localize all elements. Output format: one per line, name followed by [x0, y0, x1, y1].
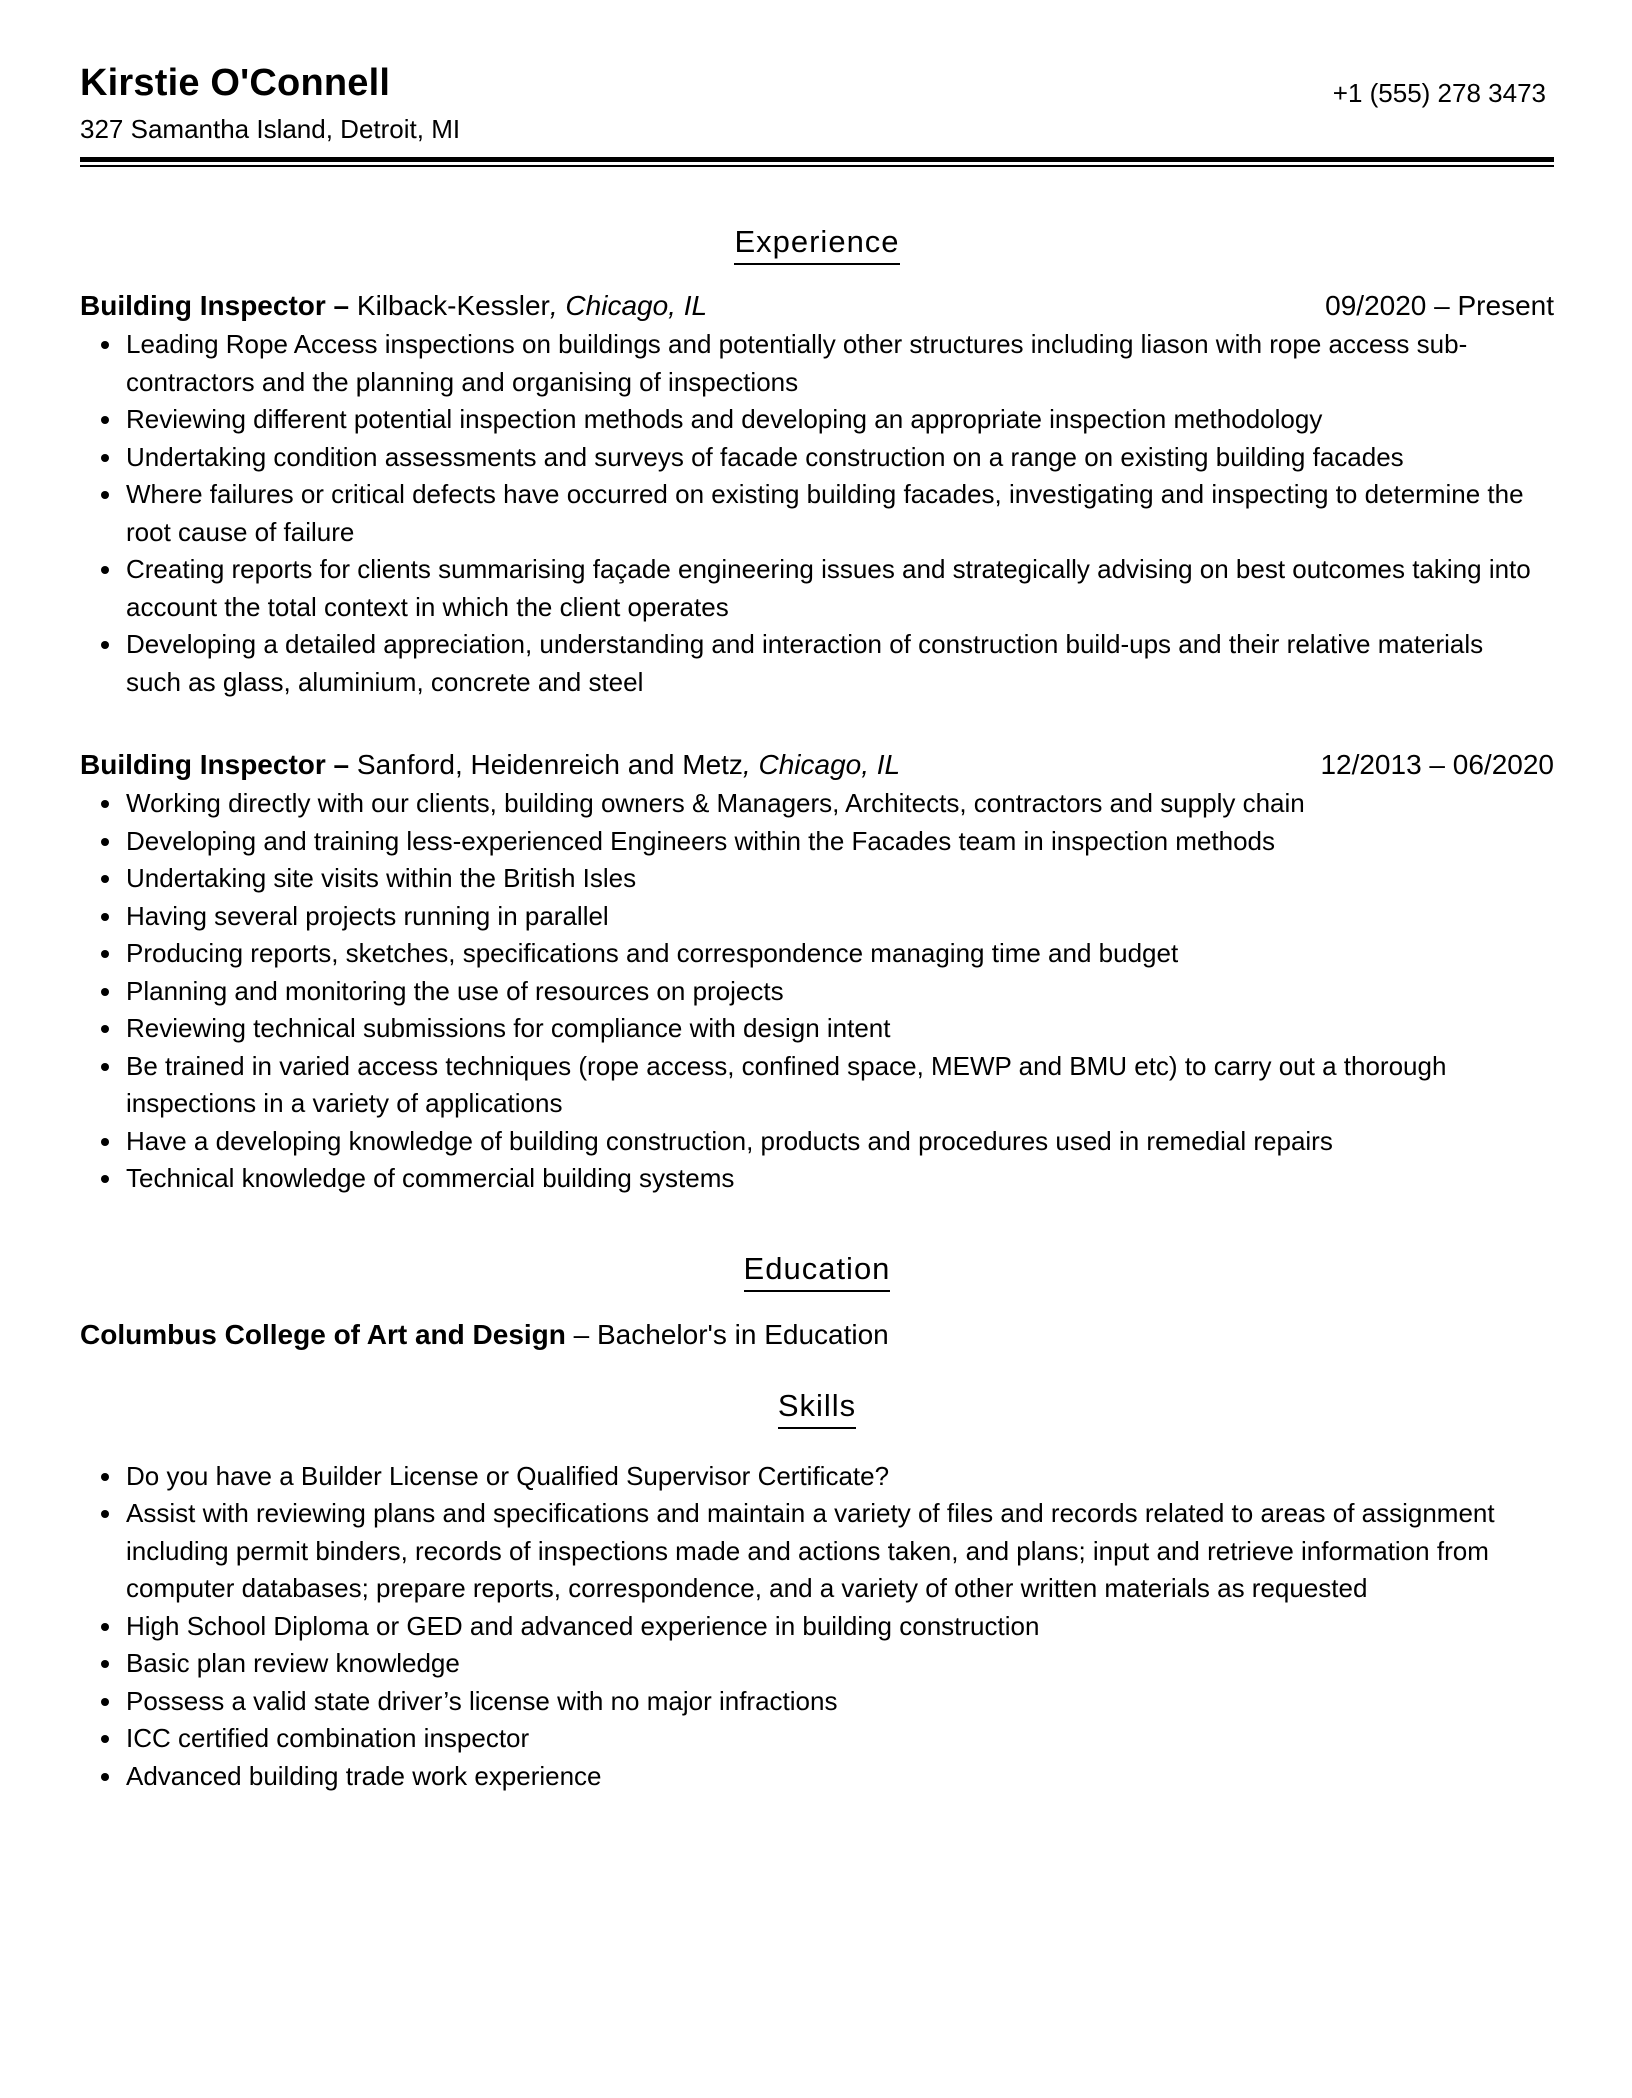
list-item: ICC certified combination inspector — [126, 1720, 1554, 1758]
list-item: Reviewing technical submissions for compliance with design intent — [126, 1010, 1554, 1048]
list-item: Having several projects running in parallel — [126, 898, 1554, 936]
job-company: Sanford, Heidenreich and Metz — [349, 749, 743, 780]
experience-section-heading — [80, 223, 1554, 265]
resume-page — [80, 0, 1554, 1795]
list-item: Developing a detailed appreciation, understanding and interaction of construction build-ups and their relative materials such as glass, aluminium, concrete and steel — [126, 626, 1554, 701]
list-item: Reviewing different potential inspection methods and developing an appropriate inspection methodology — [126, 401, 1554, 439]
list-item: Assist with reviewing plans and specifications and maintain a variety of files and records related to areas of assignment including permit binders, records of inspections made and actions taken, and plans; input and retrieve information from computer databases; prepare reports, correspondence, and a variety of other written materials as requested — [126, 1495, 1554, 1608]
list-item: Where failures or critical defects have occurred on existing building facades, investigating and inspecting to determine the root cause of failure — [126, 476, 1554, 551]
job-location: , Chicago, IL — [742, 749, 901, 780]
list-item: Producing reports, sketches, specifications and correspondence managing time and budget — [126, 935, 1554, 973]
list-item: High School Diploma or GED and advanced experience in building construction — [126, 1608, 1554, 1646]
job-entry — [80, 747, 1554, 1198]
job-entry — [80, 288, 1554, 701]
list-item: Creating reports for clients summarising façade engineering issues and strategically advising on best outcomes taking into account the total context in which the client operates — [126, 551, 1554, 626]
education-school: Columbus College of Art and Design — [80, 1318, 566, 1350]
job-header — [80, 747, 1554, 785]
list-item: Advanced building trade work experience — [126, 1758, 1554, 1796]
list-item: Undertaking condition assessments and surveys of facade construction on a range on existing building facades — [126, 439, 1554, 477]
list-item: Working directly with our clients, building owners & Managers, Architects, contractors and supply chain — [126, 785, 1554, 823]
job-header — [80, 288, 1554, 326]
list-item: Do you have a Builder License or Qualified Supervisor Certificate? — [126, 1458, 1554, 1496]
skills-bullet-list — [80, 1458, 1554, 1796]
education-degree: – Bachelor's in Education — [565, 1318, 889, 1350]
list-item: Basic plan review knowledge — [126, 1645, 1554, 1683]
list-item: Developing and training less-experienced Engineers within the Facades team in inspection methods — [126, 823, 1554, 861]
list-item: Possess a valid state driver’s license with no major infractions — [126, 1683, 1554, 1721]
education-entry — [80, 1317, 1554, 1353]
header-divider-thick — [80, 157, 1554, 162]
job-bullet-list — [80, 326, 1554, 701]
section-title: Experience — [734, 223, 899, 265]
job-bullet-list — [80, 785, 1554, 1198]
list-item: Leading Rope Access inspections on buildings and potentially other structures including liason with rope access sub-contractors and the planning and organising of inspections — [126, 326, 1554, 401]
list-item: Planning and monitoring the use of resources on projects — [126, 973, 1554, 1011]
job-title: Building Inspector – — [80, 290, 350, 321]
job-company: Kilback-Kessler — [349, 290, 550, 321]
job-location: , Chicago, IL — [549, 290, 708, 321]
skills-section-heading — [80, 1387, 1554, 1429]
education-section-heading — [80, 1250, 1554, 1292]
job-dates: 09/2020 – Present — [1325, 290, 1554, 321]
candidate-phone: +1 (555) 278 3473 — [1332, 78, 1546, 108]
list-item: Technical knowledge of commercial building systems — [126, 1160, 1554, 1198]
list-item: Undertaking site visits within the British Isles — [126, 860, 1554, 898]
job-dates: 12/2013 – 06/2020 — [1320, 749, 1554, 780]
resume-header — [80, 0, 1554, 160]
list-item: Have a developing knowledge of building construction, products and procedures used in remedial repairs — [126, 1123, 1554, 1161]
list-item: Be trained in varied access techniques (rope access, confined space, MEWP and BMU etc) to carry out a thorough inspections in a variety of applications — [126, 1048, 1554, 1123]
header-divider-thin — [80, 165, 1554, 167]
section-title: Skills — [778, 1387, 856, 1429]
job-title: Building Inspector – — [80, 749, 350, 780]
candidate-name: Kirstie O'Connell — [80, 62, 391, 104]
section-title: Education — [744, 1250, 891, 1292]
candidate-address: 327 Samantha Island, Detroit, MI — [80, 114, 461, 144]
